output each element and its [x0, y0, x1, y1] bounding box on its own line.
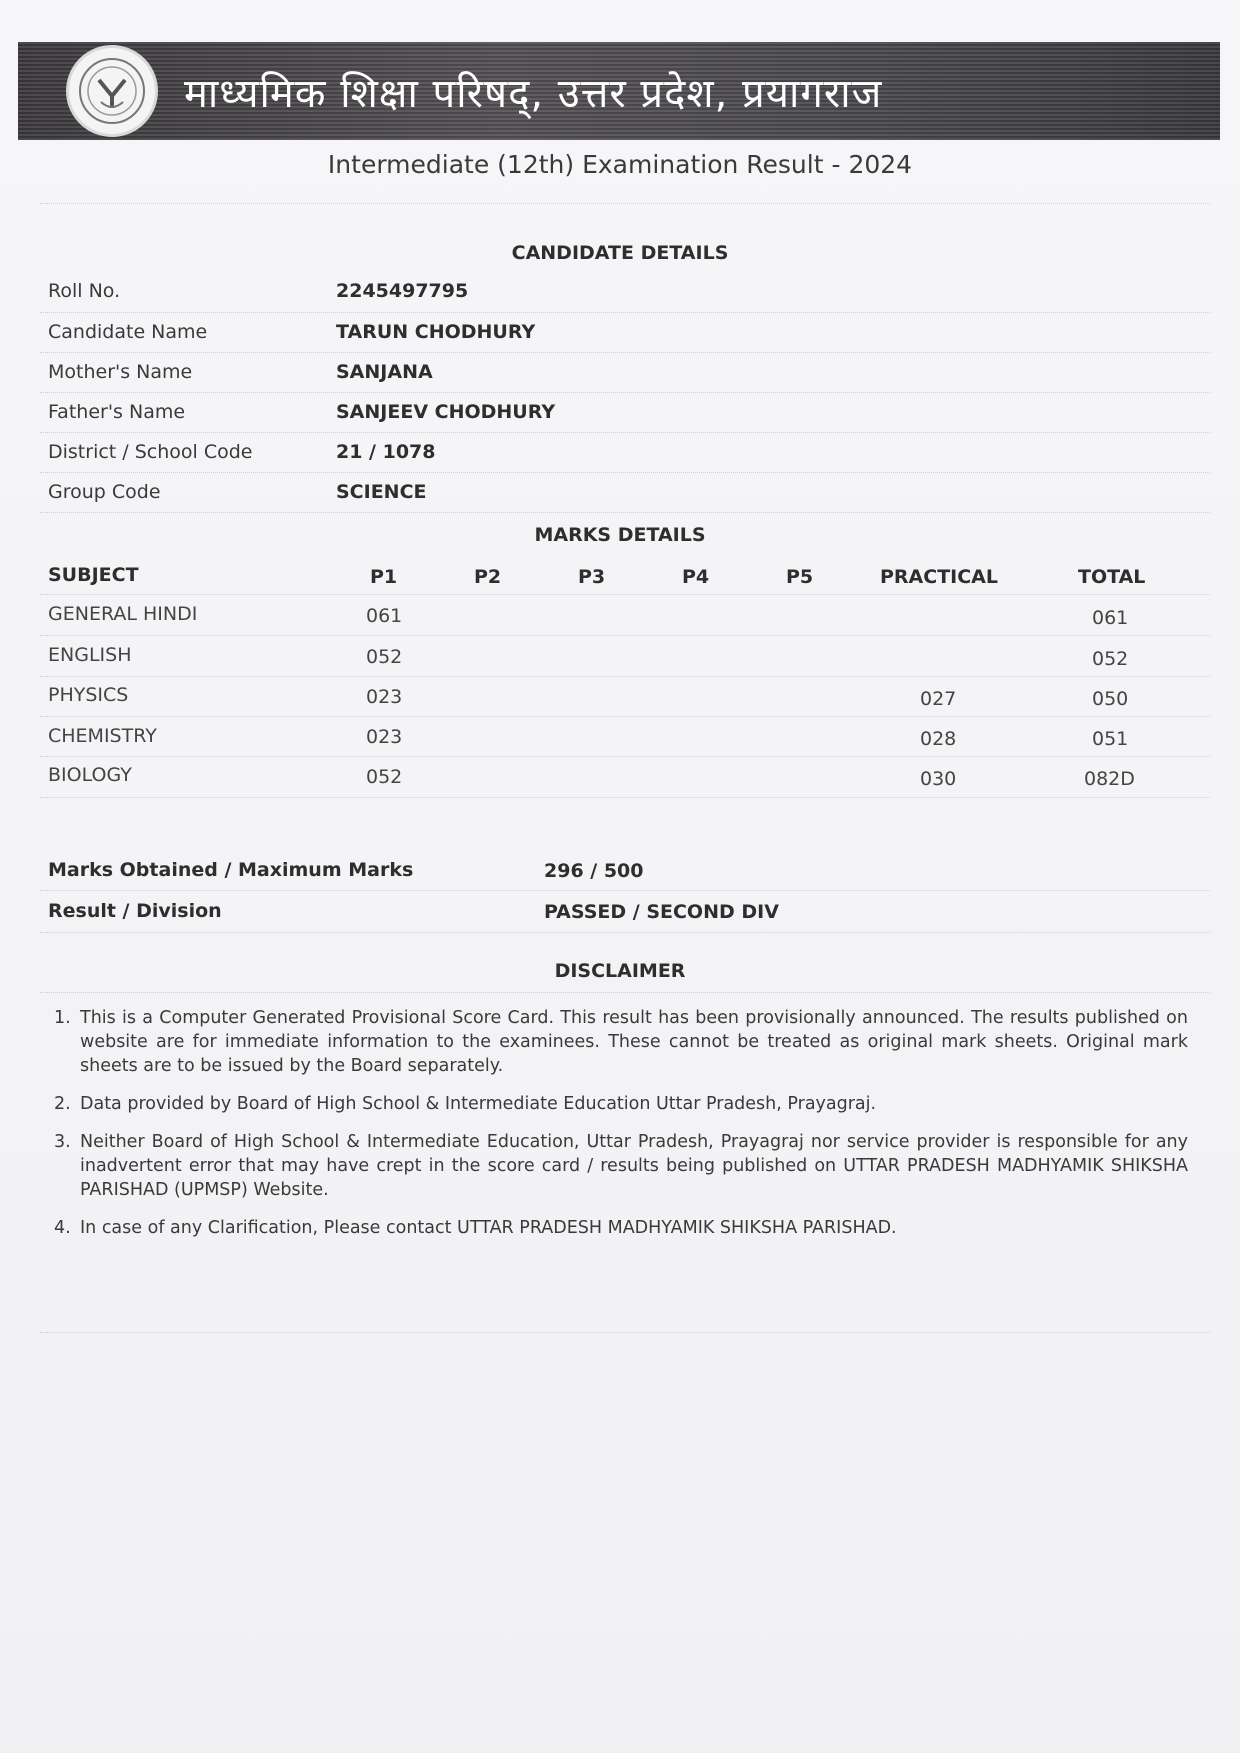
col-p4: P4	[682, 566, 710, 588]
col-p3: P3	[578, 566, 606, 588]
candidate-name-label: Candidate Name	[48, 321, 208, 343]
subject-cell: ENGLISH	[48, 644, 132, 666]
list-item	[48, 1006, 1188, 1078]
mother-name-value: SANJANA	[336, 361, 433, 383]
list-item	[48, 1130, 1188, 1202]
disclaimer-heading: DISCLAIMER	[554, 960, 686, 982]
roll-no-value: 2245497795	[336, 280, 469, 302]
divider	[40, 312, 1210, 313]
disclaimer-list	[48, 1006, 1188, 1254]
practical-cell: 028	[920, 728, 957, 750]
divider	[40, 432, 1210, 433]
divider	[40, 472, 1210, 473]
col-p1: P1	[370, 566, 398, 588]
subject-cell: GENERAL HINDI	[48, 603, 198, 625]
result-division-value: PASSED / SECOND DIV	[544, 901, 779, 923]
divider	[40, 203, 1210, 204]
practical-cell: 027	[920, 688, 957, 710]
candidate-details-heading: CANDIDATE DETAILS	[511, 242, 729, 264]
divider	[40, 1332, 1210, 1333]
divider	[40, 676, 1210, 677]
father-name-label: Father's Name	[48, 401, 186, 423]
p1-cell: 052	[366, 766, 403, 788]
district-school-code-value: 21 / 1078	[336, 441, 436, 463]
item-number: 2.	[54, 1094, 71, 1114]
item-number: 4.	[54, 1218, 71, 1238]
practical-cell: 030	[920, 768, 957, 790]
p1-cell: 061	[366, 605, 403, 627]
item-number: 1.	[54, 1008, 71, 1028]
divider	[40, 797, 1210, 798]
col-practical: PRACTICAL	[880, 566, 998, 588]
subject-cell: PHYSICS	[48, 684, 129, 706]
divider	[40, 594, 1210, 595]
divider	[40, 890, 1210, 891]
p1-cell: 023	[366, 726, 403, 748]
disclaimer-text: In case of any Clarification, Please contact UTTAR PRADESH MADHYAMIK SHIKSHA PARISHAD.	[80, 1218, 897, 1238]
divider	[40, 635, 1210, 636]
district-school-code-label: District / School Code	[48, 441, 253, 463]
total-cell: 052	[1092, 648, 1129, 670]
exam-title: Intermediate (12th) Examination Result - 2024	[327, 150, 913, 179]
disclaimer-text: Data provided by Board of High School & Intermediate Education Uttar Pradesh, Prayagraj.	[80, 1094, 877, 1114]
item-number: 3.	[54, 1132, 71, 1152]
list-item	[48, 1216, 1188, 1240]
total-cell: 050	[1092, 688, 1129, 710]
total-cell: 051	[1092, 728, 1129, 750]
disclaimer-text: Neither Board of High School & Intermediate Education, Uttar Pradesh, Prayagraj nor service provider is responsible for any inadvertent error that may have crept in the score card / results being published on UTTAR PRADESH MADHYAMIK SHIKSHA PARISHAD (UPMSP) Website.	[80, 1132, 1188, 1200]
col-p2: P2	[474, 566, 502, 588]
col-total: TOTAL	[1078, 566, 1146, 588]
divider	[40, 992, 1210, 993]
mother-name-label: Mother's Name	[48, 361, 193, 383]
result-division-label: Result / Division	[48, 900, 222, 922]
divider	[40, 932, 1210, 933]
p1-cell: 023	[366, 686, 403, 708]
divider	[40, 756, 1210, 757]
list-item	[48, 1092, 1188, 1116]
divider	[40, 392, 1210, 393]
p1-cell: 052	[366, 646, 403, 668]
marks-obtained-label: Marks Obtained / Maximum Marks	[48, 859, 414, 881]
roll-no-label: Roll No.	[48, 280, 121, 302]
board-name-hindi: माध्यमिक शिक्षा परिषद्, उत्तर प्रदेश, प्रयागराज	[184, 70, 883, 117]
col-p5: P5	[786, 566, 814, 588]
total-cell: 082D	[1084, 768, 1135, 790]
upmsp-emblem-icon	[66, 45, 158, 137]
group-code-value: SCIENCE	[336, 481, 427, 503]
father-name-value: SANJEEV CHODHURY	[336, 401, 556, 423]
marks-details-heading: MARKS DETAILS	[534, 524, 706, 546]
divider	[40, 512, 1210, 513]
disclaimer-text: This is a Computer Generated Provisional Score Card. This result has been provisionally announced. The results published on website are for immediate information to the examinees. These cannot be treated as original mark sheets. Original mark sheets are to be issued by the Board separately.	[80, 1008, 1188, 1076]
candidate-name-value: TARUN CHODHURY	[336, 321, 536, 343]
header-banner	[18, 42, 1220, 140]
marks-obtained-value: 296 / 500	[544, 860, 644, 882]
group-code-label: Group Code	[48, 481, 161, 503]
total-cell: 061	[1092, 607, 1129, 629]
col-subject: SUBJECT	[48, 564, 139, 586]
divider	[40, 352, 1210, 353]
divider	[40, 716, 1210, 717]
subject-cell: BIOLOGY	[48, 764, 132, 786]
subject-cell: CHEMISTRY	[48, 725, 157, 747]
